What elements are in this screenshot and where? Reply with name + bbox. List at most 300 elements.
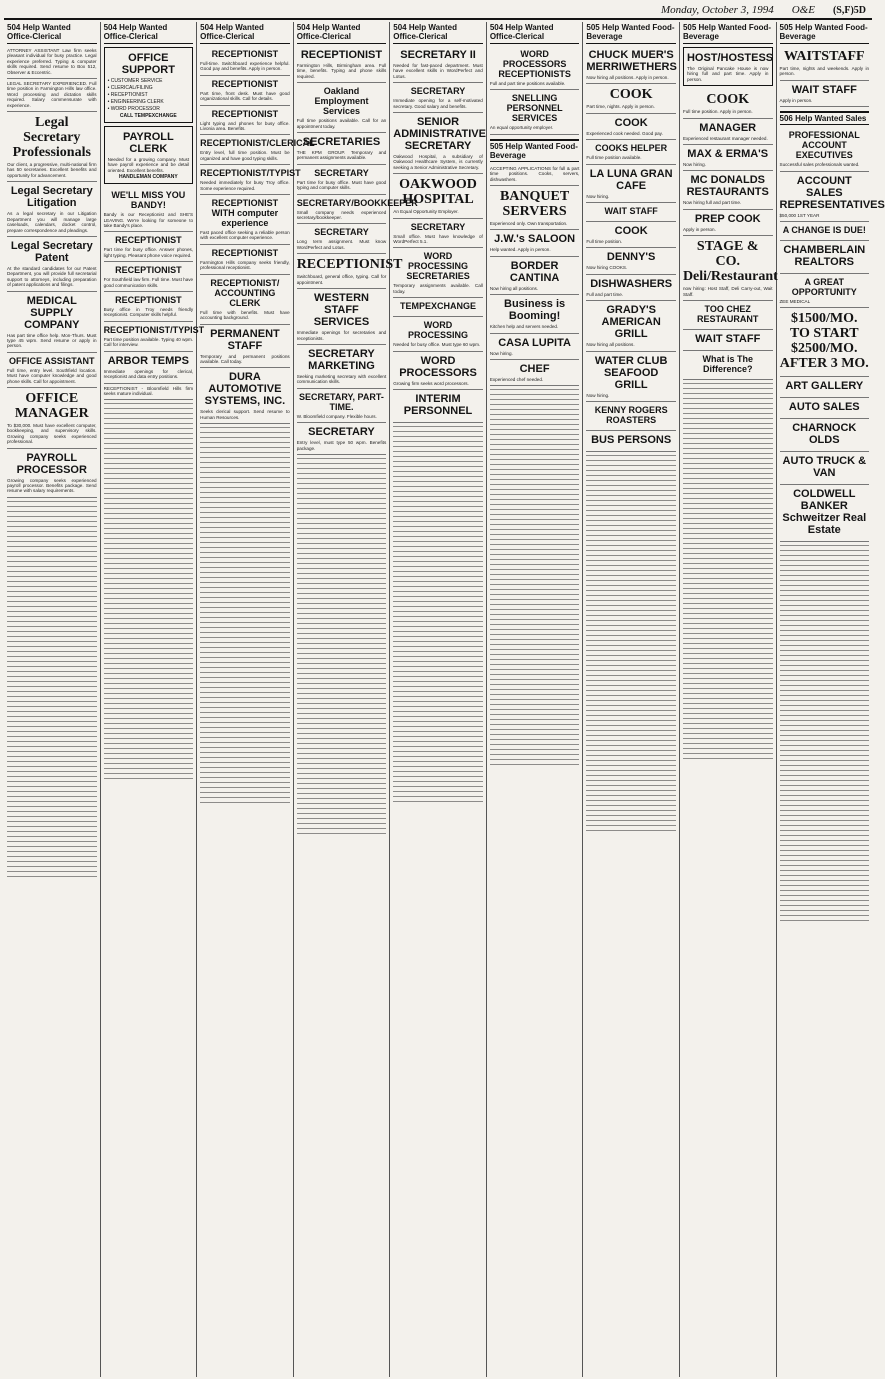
ad-title: AUTO SALES <box>788 401 860 414</box>
ad-body: Needed for a growing company. Must have payroll experience and be detail oriented. Excellent benefits. <box>107 157 190 173</box>
ad-body: LEGAL SECRETARY EXPERIENCED. Full time position in Farmington Hills law office. Word processing and dictation skills required. Salary commensurate with experience. <box>7 81 97 108</box>
classified-ad <box>780 452 870 485</box>
ad-list-item: • RECEPTIONIST <box>107 92 148 98</box>
ad-title: What is The Difference? <box>702 354 753 375</box>
classified-ad <box>586 301 676 351</box>
classified-ad <box>780 46 870 81</box>
classified-ad <box>490 230 580 256</box>
ad-title: WAITSTAFF <box>783 49 865 64</box>
ad-title: SECRETARY MARKETING <box>308 347 375 372</box>
classified-ad <box>586 84 676 113</box>
classified-ad <box>586 431 676 452</box>
classified-ad <box>780 485 870 542</box>
fine-print-text-block <box>104 403 194 783</box>
classified-ad <box>490 360 580 386</box>
ad-title: COOK <box>706 92 750 108</box>
ad-title: BORDER CANTINA <box>509 259 560 284</box>
classified-ad <box>7 292 97 353</box>
ad-body: Needed for busy office. Must type 60 wpm. <box>393 342 481 348</box>
ad-body: Seeks clerical support. Send resume to Human Resources. <box>200 409 290 420</box>
classified-ad <box>586 114 676 140</box>
ad-body: Full time position available. <box>586 155 642 161</box>
classified-ad <box>393 390 483 423</box>
ad-title: WATER CLUB SEAFOOD GRILL <box>594 354 668 391</box>
column-heading: 504 Help Wanted Office-Clerical <box>490 22 580 44</box>
ad-body: Part time for busy office. Must have good typing and computer skills. <box>296 179 387 191</box>
classified-ad <box>296 195 418 225</box>
ad-contact: CALL TEMPEXCHANGE <box>119 113 177 119</box>
ad-body: Bandy is our Receptionist and SHE'S LEAVING. We're looking for someone to take Bandy's place. <box>103 212 194 229</box>
ad-title: HOST/HOSTESS <box>686 52 774 64</box>
ad-body: To $30,000. Must have excellent computer, bookkeeping, and supervisory skills. Growing company seeks experienced professional. <box>7 422 97 445</box>
classified-ad <box>490 257 580 295</box>
classified-ad <box>200 165 301 195</box>
classified-ad <box>490 90 580 134</box>
ad-title: A GREAT OPPORTUNITY <box>791 277 857 298</box>
ad-body: THE KPM GROUP. Temporary and permanent assignments available. <box>296 150 387 161</box>
classified-columns <box>4 22 885 1377</box>
issue-date: Monday, October 3, 1994 <box>660 4 774 16</box>
ad-body: Experienced restaurant manager needed. <box>682 135 768 141</box>
ad-body: Now hiring. <box>586 193 610 199</box>
ad-list-item: • WORD PROCESSOR <box>107 106 160 112</box>
ad-title: SECRETARY <box>410 86 466 97</box>
classified-ad <box>780 308 870 377</box>
ad-body: Full and part time positions available. <box>489 81 566 86</box>
ad-title: AUTO TRUCK & VAN <box>782 455 867 480</box>
ad-title: SECRETARY <box>410 221 466 232</box>
ad-body: Help wanted. Apply in person. <box>489 247 551 253</box>
classified-ad <box>104 47 194 123</box>
ad-title: SECRETARIES <box>302 136 381 149</box>
ad-title: PROFESSIONAL ACCOUNT EXECUTIVES <box>788 130 860 161</box>
ad-title: ACCOUNT SALES REPRESENTATIVES <box>779 174 885 211</box>
ad-list-item: • CLERICAL/FILING <box>107 85 153 91</box>
classified-ad <box>490 295 580 333</box>
ad-body: Apply in person. <box>779 97 813 103</box>
ad-body: Temporary assignments available. Call today. <box>393 283 483 294</box>
ad-body: Full time position. <box>586 239 623 245</box>
ad-body: now hiring: Host Staff, Deli Carry-out, Wait Staff. <box>682 286 773 297</box>
classified-ad <box>7 237 97 292</box>
ad-body: Our client, a progressive, multi-national firm has 50 secretaries. Excellent benefits and opportunity for advancement. <box>7 162 97 178</box>
column-3 <box>197 22 315 1377</box>
fine-print-text-block <box>586 455 676 835</box>
ad-title: Legal Secretary Professionals <box>12 115 91 161</box>
classified-ad <box>683 47 773 86</box>
ad-title: COOKS HELPER <box>595 143 668 154</box>
ad-body: An equal opportunity employer. <box>489 125 554 131</box>
classified-ad <box>104 352 194 384</box>
ad-body: Immediate openings for secretaries and receptionists. <box>296 330 387 341</box>
fine-print-text-block <box>683 383 773 763</box>
ad-title: RECEPTIONIST <box>211 78 279 89</box>
ad-title: WORD PROCESSORS <box>399 354 477 379</box>
classified-ad <box>682 236 778 301</box>
ad-body: Part time position available. Typing 40 wpm. Call for interview. <box>103 336 194 348</box>
fine-print-text-block <box>393 426 483 806</box>
ad-title: OFFICE MANAGER <box>14 390 89 421</box>
ad-body: Has part time office help. Mon-Thurs. Must type 45 wpm. Send resume or apply in person. <box>7 332 97 349</box>
column-heading: 504 Help Wanted Office-Clerical <box>200 22 290 44</box>
ad-body: Light typing and phones for busy office. Livonia area. Benefits. <box>200 120 290 132</box>
page-number: (S,F)5D <box>832 5 866 16</box>
classified-ad <box>490 186 580 230</box>
classified-ad <box>780 241 870 274</box>
classified-ad <box>586 402 676 431</box>
ad-title: RECEPTIONIST <box>115 265 182 276</box>
ad-body: ATTORNEY ASSISTANT Law firm seeks pleasant individual for busy practice. Legal experience preferred. Typing & computer skills required. Send resume to Box 512, Observer & Eccentric. <box>7 48 97 75</box>
ad-title: $1500/MO. TO START $2500/MO. AFTER 3 MO. <box>779 311 869 372</box>
ad-title: OAKWOOD HOSPITAL <box>399 177 477 208</box>
classified-ad <box>200 106 290 136</box>
ad-title: CHUCK MUER'S MERRIWETHERS <box>586 49 677 73</box>
ad-body: Part time, front desk. Must have good organizational skills. Call for details. <box>200 90 290 102</box>
ad-title: DENNY'S <box>606 251 656 264</box>
column-6 <box>487 22 584 1377</box>
classified-ad <box>297 224 387 254</box>
column-4 <box>294 22 418 1377</box>
classified-ad <box>393 174 483 218</box>
ad-title: RECEPTIONIST/ ACCOUNTING CLERK <box>210 277 280 308</box>
ad-title: OFFICE SUPPORT <box>121 52 175 76</box>
ad-title: MAX & ERMA'S <box>687 148 769 161</box>
ad-title: RECEPTIONIST/TYPIST <box>200 168 301 179</box>
ad-body: ZEE MEDICAL <box>779 299 811 305</box>
ad-title: RECEPTIONIST WITH computer experience <box>211 198 279 229</box>
classified-ad <box>393 83 483 113</box>
ad-title: RECEPTIONIST <box>300 49 383 61</box>
ad-body: Part time, nights. Apply in person. <box>586 104 655 110</box>
fine-print-text-block <box>7 501 97 881</box>
classified-ad <box>780 377 870 398</box>
ad-body: Now hiring. <box>489 350 513 356</box>
ad-title: Legal Secretary Litigation <box>10 185 93 210</box>
ad-title: TEMPEXCHANGE <box>400 301 477 312</box>
ad-title: Business is Booming! <box>504 298 566 323</box>
column-heading: 504 Help Wanted Office-Clerical <box>7 22 97 44</box>
fine-print-text-block <box>490 389 580 769</box>
ad-body: As a legal secretary in our Litigation Department you will manage large caseloads, calendars, docket control, prepare correspondence and pleadings. <box>7 211 97 233</box>
classified-ad <box>490 334 580 360</box>
ad-title: RECEPTIONIST/CLERICAL <box>200 138 315 149</box>
ad-title: WORD PROCESSING <box>408 320 469 341</box>
ad-title: SECRETARY/BOOKKEEPER <box>296 197 418 208</box>
classified-ad <box>586 165 676 203</box>
classified-ad <box>103 322 205 352</box>
ad-body: Farmington Hills, Birmingham area. Full time, benefits. Typing and phone skills required. <box>296 63 387 79</box>
ad-title: MEDICAL SUPPLY COMPANY <box>24 294 80 331</box>
ad-body: Small company needs experienced secretary/bookkeeper. <box>296 209 387 221</box>
ad-title: RECEPTIONIST <box>211 49 279 59</box>
ad-title: COOK <box>614 225 648 238</box>
ad-body: W. Bloomfield company. Flexible hours. <box>296 413 377 419</box>
ad-title: SECRETARY <box>314 227 369 238</box>
classified-ad <box>7 79 97 112</box>
ad-title: MC DONALDS RESTAURANTS <box>686 174 769 199</box>
ad-list-item: • ENGINEERING CLERK <box>107 99 164 105</box>
ad-body: Small office. Must have knowledge of WordPerfect 5.1. <box>393 233 483 245</box>
ad-body: Seeking marketing secretary with excellent communication skills. <box>296 373 387 385</box>
ad-body: Busy office in Troy needs friendly receptionist. Computer skills helpful. <box>103 307 194 318</box>
classified-ad <box>780 274 870 308</box>
ad-body: Successful sales professionals wanted. <box>779 162 860 168</box>
classified-ad <box>683 119 773 145</box>
ad-body: Part time, nights and weekends. Apply in person. <box>779 66 870 77</box>
column-7 <box>583 22 680 1377</box>
classified-ad <box>779 172 885 222</box>
ad-body: For Southfield law firm. Full time. Must have good communication skills. <box>103 277 194 288</box>
ad-title: BANQUET SERVERS <box>499 189 570 220</box>
classified-ad <box>200 195 290 245</box>
ad-title: STAGE & CO. Deli/Restaurant <box>682 239 778 285</box>
classified-ad <box>490 164 580 186</box>
ad-body: The Original Pancake House is now hiring full and part time. Apply in person. <box>686 66 769 82</box>
classified-ad <box>393 298 483 317</box>
ad-title: WE'LL MISS YOU BANDY! <box>111 190 186 211</box>
ad-body: Experienced cook needed. Good pay. <box>586 130 663 136</box>
classified-ad <box>200 46 290 76</box>
ad-body: Temporary and permanent positions available. Call today. <box>200 353 290 364</box>
ad-body: Needed for fast-paced department. Must have excellent skills in WordPerfect and Lotus. <box>393 63 483 79</box>
column-1 <box>4 22 101 1377</box>
ad-title: RECEPTIONIST <box>211 247 279 258</box>
ad-body: Immediate opening for a self-motivated secretary. Good salary and benefits. <box>393 98 483 109</box>
classified-ad <box>7 112 97 182</box>
section-heading: 505 Help Wanted Food-Beverage <box>490 139 580 162</box>
classified-ad <box>393 219 483 249</box>
ad-body: Now hiring all positions. <box>489 285 539 291</box>
classified-ad <box>104 292 194 322</box>
ad-title: LA LUNA GRAN CAFE <box>589 167 673 192</box>
ad-body: Growing company seeks experienced payroll processor. Benefits package. Send resume with salary requirements. <box>7 477 97 494</box>
ad-body: Full-time. Switchboard experience helpful. Good pay and benefits. Apply in person. <box>200 61 290 72</box>
fine-print-text-block <box>297 458 387 838</box>
classified-ad <box>683 89 773 118</box>
ad-body: Entry level, must type 50 wpm. Benefits package. <box>296 440 387 451</box>
fine-print-text-block <box>200 427 290 807</box>
classified-ad <box>683 351 773 380</box>
ad-title: SENIOR ADMINISTRATIVE SECRETARY <box>393 116 486 153</box>
ad-body: Full time with benefits. Must have accounting background. <box>200 309 290 321</box>
paper-name: O&E <box>791 4 815 16</box>
column-5 <box>390 22 487 1377</box>
classified-ad <box>683 330 773 351</box>
ad-body: Immediate openings for clerical, receptionist and data entry positions. <box>103 368 194 380</box>
classified-ad <box>586 46 676 84</box>
ad-body: Now hiring COOKS. <box>586 265 628 271</box>
column-8 <box>680 22 777 1377</box>
ad-title: RECEPTIONIST <box>211 108 279 119</box>
ad-title: PAYROLL CLERK <box>122 131 174 155</box>
ad-body: Needed immediately for busy Troy office. Some experience required. <box>200 180 290 191</box>
ad-title: KENNY ROGERS ROASTERS <box>594 405 668 426</box>
ad-title: WAIT STAFF <box>604 206 658 217</box>
classified-ad <box>490 46 580 90</box>
ad-title: SECRETARY <box>314 167 369 178</box>
ad-title: PERMANENT STAFF <box>210 327 280 352</box>
fine-print-text-block <box>780 545 870 925</box>
classified-ad <box>586 248 676 274</box>
ad-body: An Equal Opportunity Employer. <box>393 209 459 215</box>
classified-ad <box>104 262 194 292</box>
ad-title: Oakland Employment Services <box>314 86 369 117</box>
classified-ad <box>683 301 773 330</box>
ad-title: CHARNOCK OLDS <box>792 422 857 447</box>
ad-title: BUS PERSONS <box>591 434 672 447</box>
ad-body: Now hiring. <box>682 162 706 168</box>
ad-list-item: • CUSTOMER SERVICE <box>107 78 163 84</box>
ad-title: COLDWELL BANKER Schweitzer Real Estate <box>782 488 867 537</box>
classified-ad <box>586 203 676 222</box>
ad-contact: HANDLEMAN COMPANY <box>118 174 178 181</box>
column-heading: 505 Help Wanted Food-Beverage <box>780 22 870 44</box>
classified-ad <box>7 353 97 388</box>
ad-body: Full time, entry level. Southfield location. Must have computer knowledge and good phone skills. Call for appointment. <box>7 367 97 384</box>
classified-ad <box>297 46 387 83</box>
classified-ad <box>586 140 676 164</box>
ad-body: Now hiring. <box>586 392 610 398</box>
classified-ad <box>7 46 97 79</box>
classified-ad <box>780 398 870 419</box>
ad-body: RECEPTIONIST - Bloomfield Hills firm seeks mature individual. <box>103 385 194 396</box>
ad-title: RECEPTIONIST <box>296 257 403 273</box>
classified-ad <box>200 368 290 424</box>
column-2 <box>101 22 205 1377</box>
classified-ad <box>104 126 194 184</box>
classified-ad <box>200 135 315 165</box>
ad-title: WAIT STAFF <box>695 333 761 346</box>
ad-body: At the standard candidates for our Patent Department, you will provide full secretarial support to attorneys, including preparation of patent applications and filings. <box>7 265 97 288</box>
ad-title: COOK <box>614 116 648 129</box>
classified-ad <box>780 81 870 107</box>
column-heading: 504 Help Wanted Office-Clerical <box>393 22 483 44</box>
classified-ad <box>780 127 870 171</box>
ad-title: WORD PROCESSORS RECEPTIONISTS <box>498 49 571 79</box>
ad-title: SECRETARY, PART-TIME. <box>299 391 384 412</box>
classified-ad <box>200 325 290 369</box>
ad-title: SECRETARY <box>308 426 375 439</box>
classified-ad <box>683 210 773 236</box>
classified-ad <box>393 46 483 83</box>
ad-title: Legal Secretary Patent <box>10 239 93 264</box>
ad-body: ACCEPTING APPLICATIONS for full & part time positions. Cooks, servers, dishwashers. <box>489 165 580 182</box>
classified-ad <box>104 232 194 262</box>
ad-title: MANAGER <box>699 121 757 134</box>
ad-title: WESTERN STAFF SERVICES <box>313 292 370 329</box>
ad-title: PREP COOK <box>694 212 761 225</box>
ad-title: PAYROLL PROCESSOR <box>16 451 87 476</box>
classified-ad <box>683 145 773 171</box>
ad-body: Switchboard, general office, typing. Call for appointment. <box>296 274 387 285</box>
ad-title: SECRETARY II <box>400 49 476 61</box>
classified-ad <box>297 83 387 133</box>
ad-body: Full time positions available. Call for an appointment today. <box>296 118 387 129</box>
ad-body: Long term assignment. Must know WordPerfect and Lotus. <box>296 239 387 250</box>
classified-ad <box>297 133 387 165</box>
ad-title: COOK <box>609 87 653 103</box>
ad-body: Full time position. Apply in person. <box>682 109 753 115</box>
ad-body: Farmington Hills company seeks friendly, professional receptionist. <box>200 259 290 271</box>
ad-body: Kitchen help and servers needed. <box>489 324 559 330</box>
ad-body: Entry level, full time position. Must be organized and have good typing skills. <box>200 150 290 161</box>
classified-ad <box>780 222 870 241</box>
ad-title: DISHWASHERS <box>590 277 673 290</box>
ad-body: Experienced only. Own transportation. <box>489 221 568 227</box>
ad-title: TOO CHEZ RESTAURANT <box>697 304 759 325</box>
classified-ad <box>586 222 676 248</box>
classified-ad <box>297 165 387 195</box>
ad-body: Oakwood Hospital, a subsidiary of Oakwood Healthcare System, is currently seeking a Senior Administrative Secretary. <box>393 154 483 170</box>
classified-ad <box>296 254 403 289</box>
section-heading: 506 Help Wanted Sales <box>780 111 870 125</box>
classified-ad <box>297 423 387 455</box>
ad-title: A CHANGE IS DUE! <box>782 225 866 236</box>
ad-title: WAIT STAFF <box>791 83 857 96</box>
ad-body: Now hiring full and part time. <box>682 200 742 206</box>
classified-ad <box>200 245 290 275</box>
ad-title: RECEPTIONIST/TYPIST <box>103 324 205 335</box>
classified-ad <box>683 171 773 209</box>
ad-body: Growing firm seeks word processors. <box>393 380 469 386</box>
ad-body: Experienced chef needed. <box>489 377 544 383</box>
ad-title: INTERIM PERSONNEL <box>403 393 473 418</box>
ad-body: Apply in person. <box>682 226 716 232</box>
classified-ad <box>297 289 387 345</box>
ad-title: OFFICE ASSISTANT <box>9 355 95 366</box>
ad-title: SNELLING PERSONNEL SERVICES <box>506 93 563 124</box>
ad-title: DURA AUTOMOTIVE SYSTEMS, INC. <box>204 371 286 408</box>
ad-body: Full and part time. <box>586 291 624 297</box>
ad-title: WORD PROCESSING SECRETARIES <box>406 251 470 282</box>
column-heading: 504 Help Wanted Office-Clerical <box>104 22 194 44</box>
ad-body: Fast paced office seeking a reliable person with excellent computer experience. <box>200 230 290 241</box>
column-heading: 504 Help Wanted Office-Clerical <box>297 22 387 44</box>
ad-title: ART GALLERY <box>785 380 864 393</box>
column-heading: 505 Help Wanted Food-Beverage <box>683 22 773 44</box>
classified-ad <box>7 449 97 498</box>
ad-title: GRADY'S AMERICAN GRILL <box>601 304 661 341</box>
classified-ad <box>586 352 676 402</box>
classified-ad <box>200 275 290 325</box>
classified-ad <box>297 389 387 423</box>
ad-title: RECEPTIONIST <box>115 295 182 306</box>
classified-ad <box>393 352 483 390</box>
ad-title: RECEPTIONIST <box>115 235 182 246</box>
masthead <box>4 0 872 20</box>
classified-ad <box>393 317 483 351</box>
ad-title: ARBOR TEMPS <box>107 354 189 367</box>
ad-title: J.W.'s SALOON <box>494 233 576 246</box>
classified-ad <box>200 76 290 106</box>
ad-title: CHEF <box>519 363 550 376</box>
classified-ad <box>393 113 486 174</box>
classified-ad <box>7 182 97 237</box>
column-heading: 505 Help Wanted Food-Beverage <box>586 22 676 44</box>
classified-ad <box>297 345 387 389</box>
ad-body: Part time for busy office. Answer phones, light typing. Pleasant phone voice required. <box>103 247 194 258</box>
ad-body: Now hiring all positions. Apply in person. <box>586 75 669 80</box>
ad-title: CASA LUPITA <box>498 336 571 349</box>
ad-body: $50,000 1ST YEAR <box>779 212 820 218</box>
classified-ad <box>7 388 97 449</box>
classified-ad <box>780 419 870 452</box>
classified-ad <box>393 248 483 298</box>
classified-ad <box>104 187 194 232</box>
ad-title: CHAMBERLAIN REALTORS <box>783 244 866 269</box>
classified-ad <box>586 275 676 301</box>
ad-body: Now hiring all positions. <box>586 342 635 348</box>
